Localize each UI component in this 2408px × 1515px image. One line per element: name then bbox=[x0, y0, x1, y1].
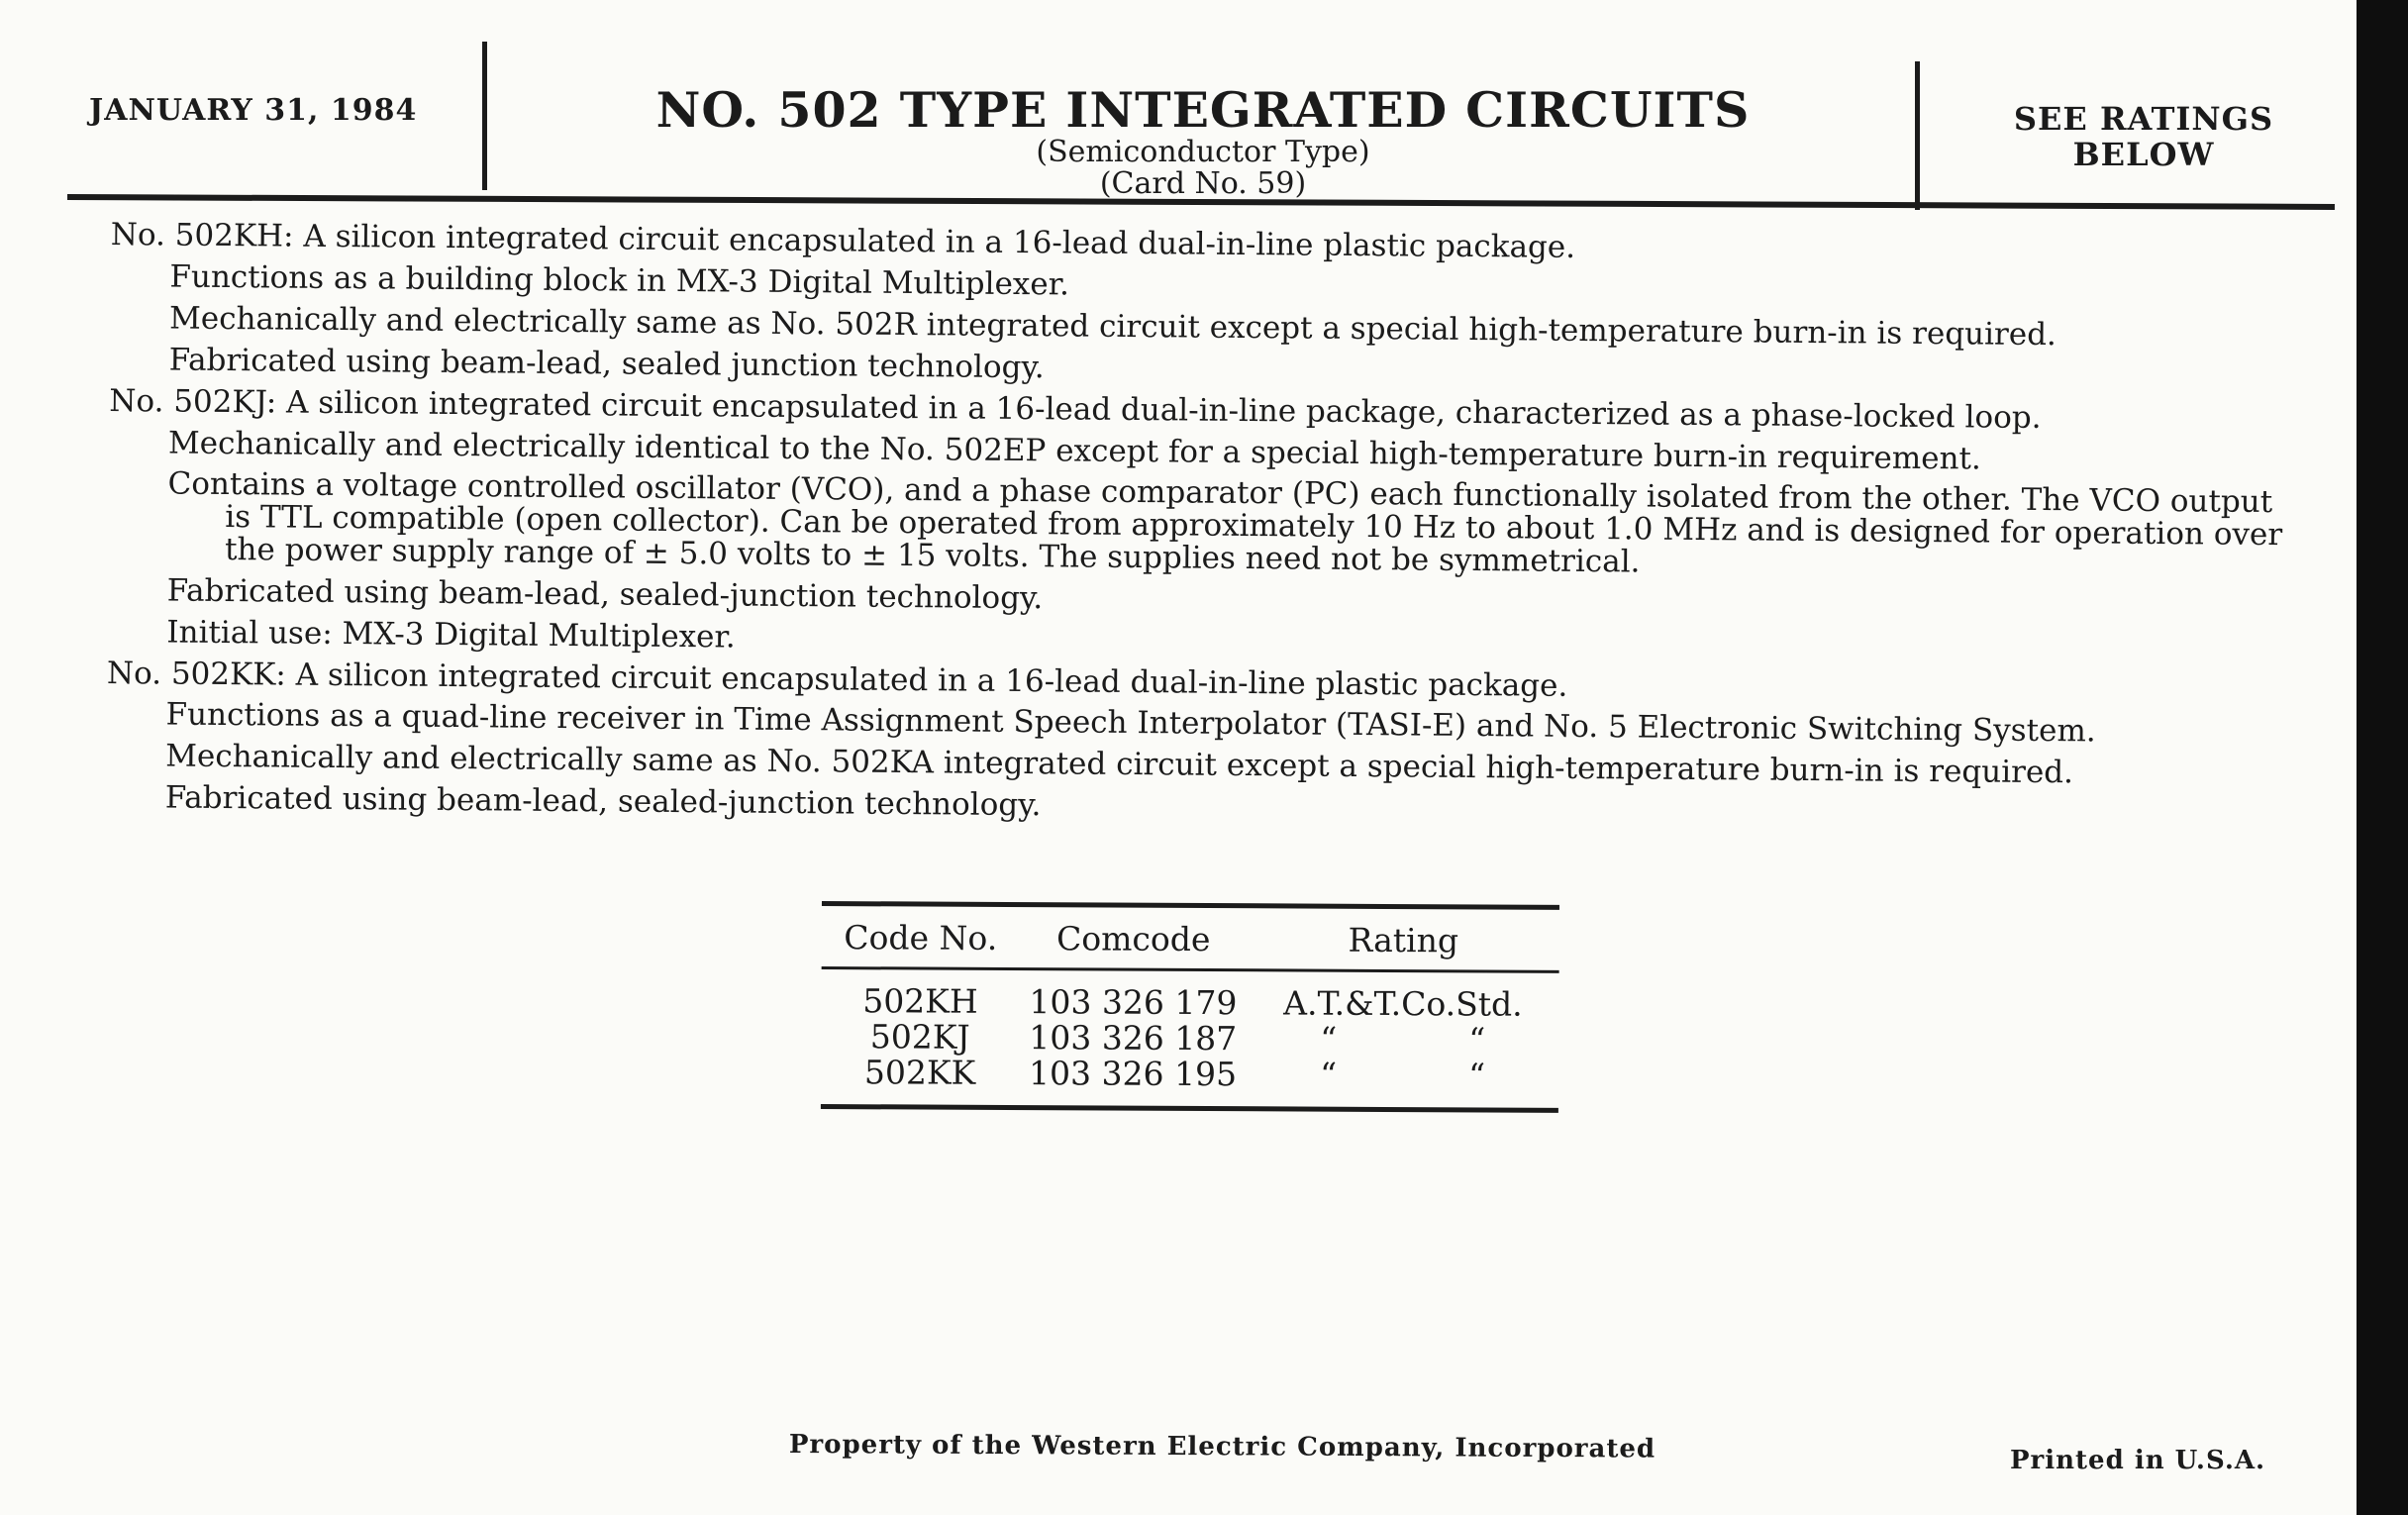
entry-item: Mechanically and electrically same as No. 502KA integrated circuit except a special high-temperature burn-in is required. bbox=[165, 738, 2074, 791]
code-cell: 502KK bbox=[863, 1053, 976, 1092]
entry-heading: No. 502KK: A silicon integrated circuit encapsulated in a 16-lead dual-in-line plastic package. bbox=[106, 655, 1568, 704]
table-rule-bottom bbox=[821, 1104, 1558, 1113]
ditto-mark: “ bbox=[1468, 1020, 1486, 1060]
entry-502kk bbox=[106, 653, 2285, 837]
comcode-cell: 103 326 187 bbox=[1029, 1018, 1238, 1059]
rating-cell bbox=[1247, 1021, 1558, 1059]
description-body bbox=[106, 214, 2289, 837]
entry-item: Initial use: MX-3 Digital Multiplexer. bbox=[166, 614, 736, 656]
comcode-cell: 103 326 195 bbox=[1029, 1054, 1238, 1094]
entry-item: Fabricated using beam-lead, sealed-junction technology. bbox=[164, 779, 1042, 824]
col-header-rating: Rating bbox=[1348, 920, 1459, 960]
rating-cell bbox=[1247, 1057, 1558, 1094]
ratings-note bbox=[1941, 101, 2347, 172]
comcode-cell: 103 326 179 bbox=[1029, 982, 1238, 1023]
ratings-note-line1: SEE RATINGS bbox=[2013, 100, 2274, 138]
header-divider-right bbox=[1915, 61, 1920, 210]
ratings-table bbox=[821, 901, 1559, 1113]
entry-item: Mechanically and electrically identical to the No. 502EP except for a special high-temperature burn-in requirement. bbox=[167, 425, 1981, 477]
table-header-row bbox=[822, 906, 1559, 960]
card-date: JANUARY 31, 1984 bbox=[89, 93, 418, 128]
entry-502kj bbox=[107, 380, 2287, 671]
ditto-mark: “ bbox=[1320, 1055, 1338, 1094]
ditto-mark: “ bbox=[1320, 1019, 1338, 1059]
table-row bbox=[821, 969, 1558, 1023]
page-subtitle: (Semiconductor Type) bbox=[1036, 135, 1370, 169]
entry-502kh bbox=[110, 214, 2289, 399]
entry-item: Contains a voltage controlled oscillator (VCO), and a phase comparator (PC) each functionally isolated from the other. The VCO output is TTL compatible (open collector). Can be operated from approximately 10 Hz to about 1.0 MHz and is designed for operation over the power supply range of ± 5.0 volts to ± 15 volts. The supplies need not be symmetrical. bbox=[167, 465, 2283, 580]
card-number: (Card No. 59) bbox=[1099, 166, 1307, 201]
entry-heading: No. 502KJ: A silicon integrated circuit encapsulated in a 16-lead dual-in-line package, characterized as a phase-locked loop. bbox=[109, 382, 2042, 437]
footer-property: Property of the Western Electric Company, Incorporated bbox=[788, 1430, 1656, 1464]
page-title: NO. 502 TYPE INTEGRATED CIRCUITS bbox=[655, 81, 1751, 139]
table-row bbox=[821, 1055, 1558, 1094]
entry-heading: No. 502KH: A silicon integrated circuit encapsulated in a 16-lead dual-in-line plastic package. bbox=[110, 216, 1576, 265]
code-cell: 502KH bbox=[862, 981, 978, 1021]
code-cell: 502KJ bbox=[869, 1017, 970, 1057]
scan-edge bbox=[2357, 0, 2408, 1515]
header-divider-left bbox=[482, 42, 487, 190]
entry-item: Functions as a building block in MX-3 Digital Multiplexer. bbox=[169, 258, 1070, 303]
footer-printed: Printed in U.S.A. bbox=[2010, 1446, 2266, 1475]
entry-item: Fabricated using beam-lead, sealed junction technology. bbox=[168, 342, 1045, 386]
entry-item: Mechanically and electrically same as No. 502R integrated circuit except a special high-temperature burn-in is required. bbox=[168, 300, 2057, 354]
ditto-mark: “ bbox=[1468, 1056, 1486, 1095]
col-header-comcode: Comcode bbox=[1055, 919, 1211, 960]
col-header-code: Code No. bbox=[844, 918, 998, 958]
entry-item: Functions as a quad-line receiver in Time Assignment Speech Interpolator (TASI-E) and No. 5 Electronic Switching System. bbox=[165, 696, 2096, 750]
entry-item: Fabricated using beam-lead, sealed-junction technology. bbox=[166, 572, 1044, 617]
ratings-note-line2: BELOW bbox=[2072, 136, 2215, 173]
rating-cell: A.T.&T.Co.Std. bbox=[1283, 983, 1523, 1024]
